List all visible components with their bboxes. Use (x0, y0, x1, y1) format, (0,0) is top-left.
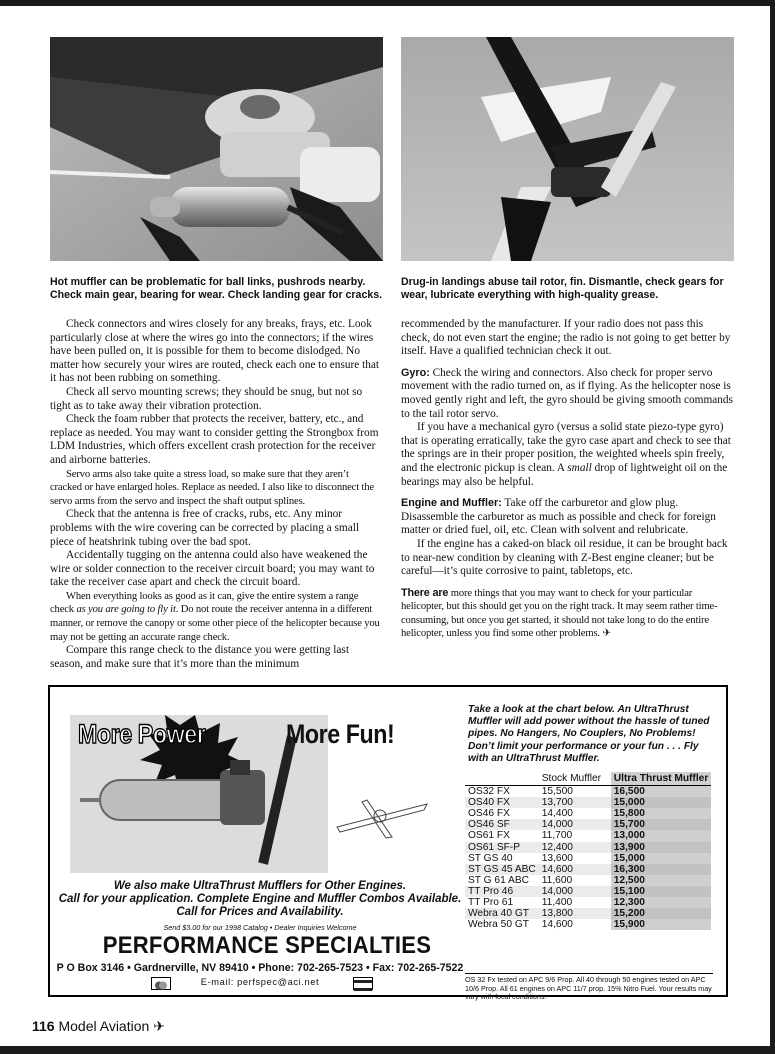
paragraph-engine-muffler (401, 497, 735, 538)
ultra-cell: 15,900 (611, 919, 712, 930)
stock-cell: 14,000 (539, 819, 611, 830)
table-header-row (465, 772, 711, 786)
mech-gyro-emphasis: small (567, 461, 592, 474)
ad-headline-more-fun: More Fun! (286, 719, 395, 749)
gyro-text: Check the wiring and connectors. Also check for proper servo movement with the radio turned on, as if flying. As the helicopter nose is moved gently right and left, the gyro should be giving smooth commands to the tail rotor servo. (401, 366, 733, 420)
table-row (465, 786, 711, 798)
rpm-comparison-table (465, 772, 711, 930)
ad-tagline-2: Call for your application. Complete Engine and Muffler Combos Available. (58, 893, 462, 905)
article-column-left (50, 318, 383, 671)
range-check-text: When everything looks as good as it can, give the entire system a range check (50, 590, 359, 616)
ad-catalog-line: Send $3.00 for our 1998 Catalog • Dealer Inquiries Welcome (163, 923, 357, 932)
range-check-emphasis: as you are going to fly it (76, 604, 176, 616)
advertisement-performance-specialties (48, 685, 728, 1002)
table-row (465, 897, 711, 908)
page-folio (32, 1018, 165, 1035)
engine-cell: OS40 FX (465, 797, 539, 808)
stock-cell: 14,400 (541, 808, 573, 820)
photo-tail-rotor (401, 37, 734, 261)
table-row (465, 908, 711, 919)
paragraph-compare: Compare this range check to the distance you were getting last season, and make sure that it’s more than the minimum (50, 644, 349, 670)
ultra-cell: 16,500 (611, 786, 712, 798)
page-border-right (770, 0, 775, 1054)
table-row (465, 886, 711, 897)
photo-helicopter-muffler (50, 37, 383, 261)
end-mark-icon: ✈ (602, 628, 612, 640)
paragraph-mechanical-gyro (401, 421, 735, 489)
stock-cell: 13,700 (539, 797, 611, 808)
paragraph-servo-arms: Servo arms also take quite a stress load, so make sure that they aren’t cracked or have enlarged holes. Replace as needed. I also like to disconnect the servo arms from the servo and inspect the shaft output splines. (50, 468, 375, 507)
ad-headline-more-power: More Power (78, 719, 206, 749)
ultra-cell: 15,800 (611, 808, 712, 819)
engine-cell: OS61 FX (468, 830, 510, 842)
paragraph-engine-oil: If the engine has a caked-on black oil residue, it can be brought back to near-new condition by cleaning with Z-Best engine cleaner; but be careful—it’s quite corrosive to paint, tabletops, etc. (401, 537, 728, 578)
table-header-ultra: Ultra Thrust Muffler (611, 772, 712, 786)
ad-intro-text: Take a look at the chart below. An UltraThrust Muffler will add power without the hassle of tuned pipes. No Hangers, No Couplers, No Problems! Don’t limit your performance or your fun . . . Fly with an UltraThrust Muffler. (468, 704, 710, 764)
table-row (465, 864, 711, 875)
engine-cell: ST G 61 ABC (468, 874, 529, 886)
stock-cell: 14,600 (539, 864, 611, 875)
closing-text: more things that you may want to check for your particular helicopter, but this should get you on the right track. It may seem rather time-consuming, but once you get started, it should not take long to do the entire helicopter, unless you find some other problems. (401, 587, 718, 640)
ultra-cell: 13,000 (611, 830, 712, 841)
paragraph-closing (401, 587, 735, 641)
page-number: 116 (32, 1018, 55, 1034)
ultra-cell: 13,900 (611, 842, 712, 853)
stock-cell: 14,600 (541, 919, 573, 931)
table-row (465, 842, 711, 853)
section-head-there: There are (401, 586, 449, 599)
paragraph-range-check (50, 590, 383, 644)
stock-cell: 14,000 (539, 886, 611, 897)
ad-address: P O Box 3146 • Gardnerville, NV 89410 • Phone: 702-265-7523 • Fax: 702-265-7522 (56, 962, 464, 974)
stock-cell: 13,800 (539, 908, 611, 919)
engine-cell: TT Pro 46 (465, 886, 539, 897)
page-border-bottom (0, 1046, 775, 1054)
ad-test-note: OS 32 Fx tested on APC 9/6 Prop. All 40 through 50 engines tested on APC 10/6 Prop. All 61 engines on APC 11/7 prop. 15% Nitro Fuel. Your results may vary with local conditions. (465, 975, 712, 1002)
airplane-sketch-icon (332, 792, 432, 842)
paragraph-servo-screws: Check all servo mounting screws; they should be snug, but not so tight as to take away their vibration protection. (50, 385, 363, 412)
magazine-name: Model Aviation (58, 1018, 150, 1034)
airplane-icon: ✈ (153, 1018, 165, 1034)
paragraph-continuation: recommended by the manufacturer. If your radio does not pass this check, do not even start the engine; the radio is not going to get better by itself. Have a qualified technician check it out. (401, 318, 731, 358)
paragraph-gyro (401, 367, 735, 421)
ultra-cell: 12,300 (611, 897, 712, 908)
paragraph-antenna: Check that the antenna is free of cracks, rubs, etc. Any minor problems with the wire covering can be corrected by placing a small piece of heatshrink tubing over the bad spot. (50, 508, 359, 548)
photo-caption-left: Hot muffler can be problematic for ball links, pushrods nearby. Check main gear, bearing for wear. Check landing gear for cracks. (50, 276, 383, 301)
visa-card-icon (353, 977, 373, 990)
engine-cell: OS61 SF-P (465, 842, 539, 853)
page-border-top (0, 0, 775, 6)
ultra-cell: 15,200 (611, 908, 712, 919)
photo-caption-right: Drug-in landings abuse tail rotor, fin. Dismantle, check gears for wear, lubricate everything with high-quality grease. (401, 276, 724, 301)
table-row (465, 830, 711, 841)
table-row (465, 819, 711, 830)
paragraph-tugging: Accidentally tugging on the antenna could also have weakened the wire or solder connection to the receiver circuit board; you may want to take the receiver case apart and check the circuit board. (50, 549, 375, 589)
section-head-gyro: Gyro: (401, 366, 430, 379)
engine-cell: Webra 40 GT (465, 908, 539, 919)
mech-gyro-text: If you have a mechanical gyro (versus a solid state piezo-type gyro) that is operating erratically, take the gyro case apart and check to see that the springs are in their proper position, the weighted wheels spin freely, and the electronic pickup is clean. A (401, 421, 731, 474)
ad-tagline-block (50, 880, 470, 919)
ad-email: E-mail: perfspec@aci.net (200, 977, 320, 987)
ultra-cell: 15,700 (611, 819, 712, 830)
article-column-right (401, 318, 735, 641)
ultra-cell: 16,300 (611, 864, 712, 875)
range-check-text-end: . Do not route the receiver antenna in a different manner, or remove the canopy or some other piece of the helicopter because you may not be getting an accurate range check. (50, 604, 380, 643)
ad-tagline-3: Call for Prices and Availability. (176, 906, 344, 918)
ad-tagline-1: We also make UltraThrust Mufflers for Other Engines. (113, 880, 407, 892)
engine-cell: OS46 SF (465, 819, 539, 830)
table-row (465, 797, 711, 808)
engine-cell: ST GS 40 (468, 852, 513, 864)
table-row (465, 808, 711, 819)
stock-cell: 11,400 (541, 897, 573, 909)
table-header-stock: Stock Muffler (539, 772, 611, 786)
engine-cell: TT Pro 61 (468, 897, 514, 909)
stock-cell: 11,700 (541, 830, 573, 842)
stock-cell: 13,600 (541, 852, 573, 864)
engine-cell: ST GS 45 ABC (465, 864, 539, 875)
paragraph-connectors: Check connectors and wires closely for any breaks, frays, etc. Look particularly close at where the wires go into the connectors; if the wires have been pulled on, it is possible for them to become dislodged. No matter how securely your wires are routed, check each one to ensure that it has not been rubbing on something. (50, 318, 380, 385)
table-header-engine (465, 772, 539, 786)
table-row (465, 919, 711, 930)
mech-gyro-text-end: drop of lightweight oil on the bearings may also be helpful. (401, 461, 728, 488)
ultra-cell: 12,500 (611, 875, 712, 886)
engine-cell: OS32 FX (468, 786, 510, 798)
stock-cell: 15,500 (541, 786, 573, 798)
table-row (465, 853, 711, 864)
ad-company-name: PERFORMANCE SPECIALTIES (102, 932, 432, 959)
ultra-cell: 15,000 (611, 853, 712, 864)
engine-cell: OS46 FX (468, 808, 510, 820)
engine-text: Take off the carburetor and glow plug. Disassemble the carburetor as much as possible and check for foreign matter or dried fuel, oil, etc. Clean with solvent and relubricate. (401, 497, 716, 537)
stock-cell: 12,400 (539, 842, 611, 853)
engine-cell: Webra 50 GT (468, 919, 529, 931)
ultra-cell: 15,100 (611, 886, 712, 897)
stock-cell: 11,600 (541, 874, 573, 886)
table-row (465, 875, 711, 886)
ultra-cell: 15,000 (611, 797, 712, 808)
paragraph-foam-rubber: Check the foam rubber that protects the receiver, battery, etc., and replace as needed. You may want to consider getting the Strongbox from LDM Industries, which offers excellent crash protection for the receiver and airborne batteries. (50, 413, 379, 466)
section-head-engine: Engine and Muffler: (401, 497, 502, 510)
